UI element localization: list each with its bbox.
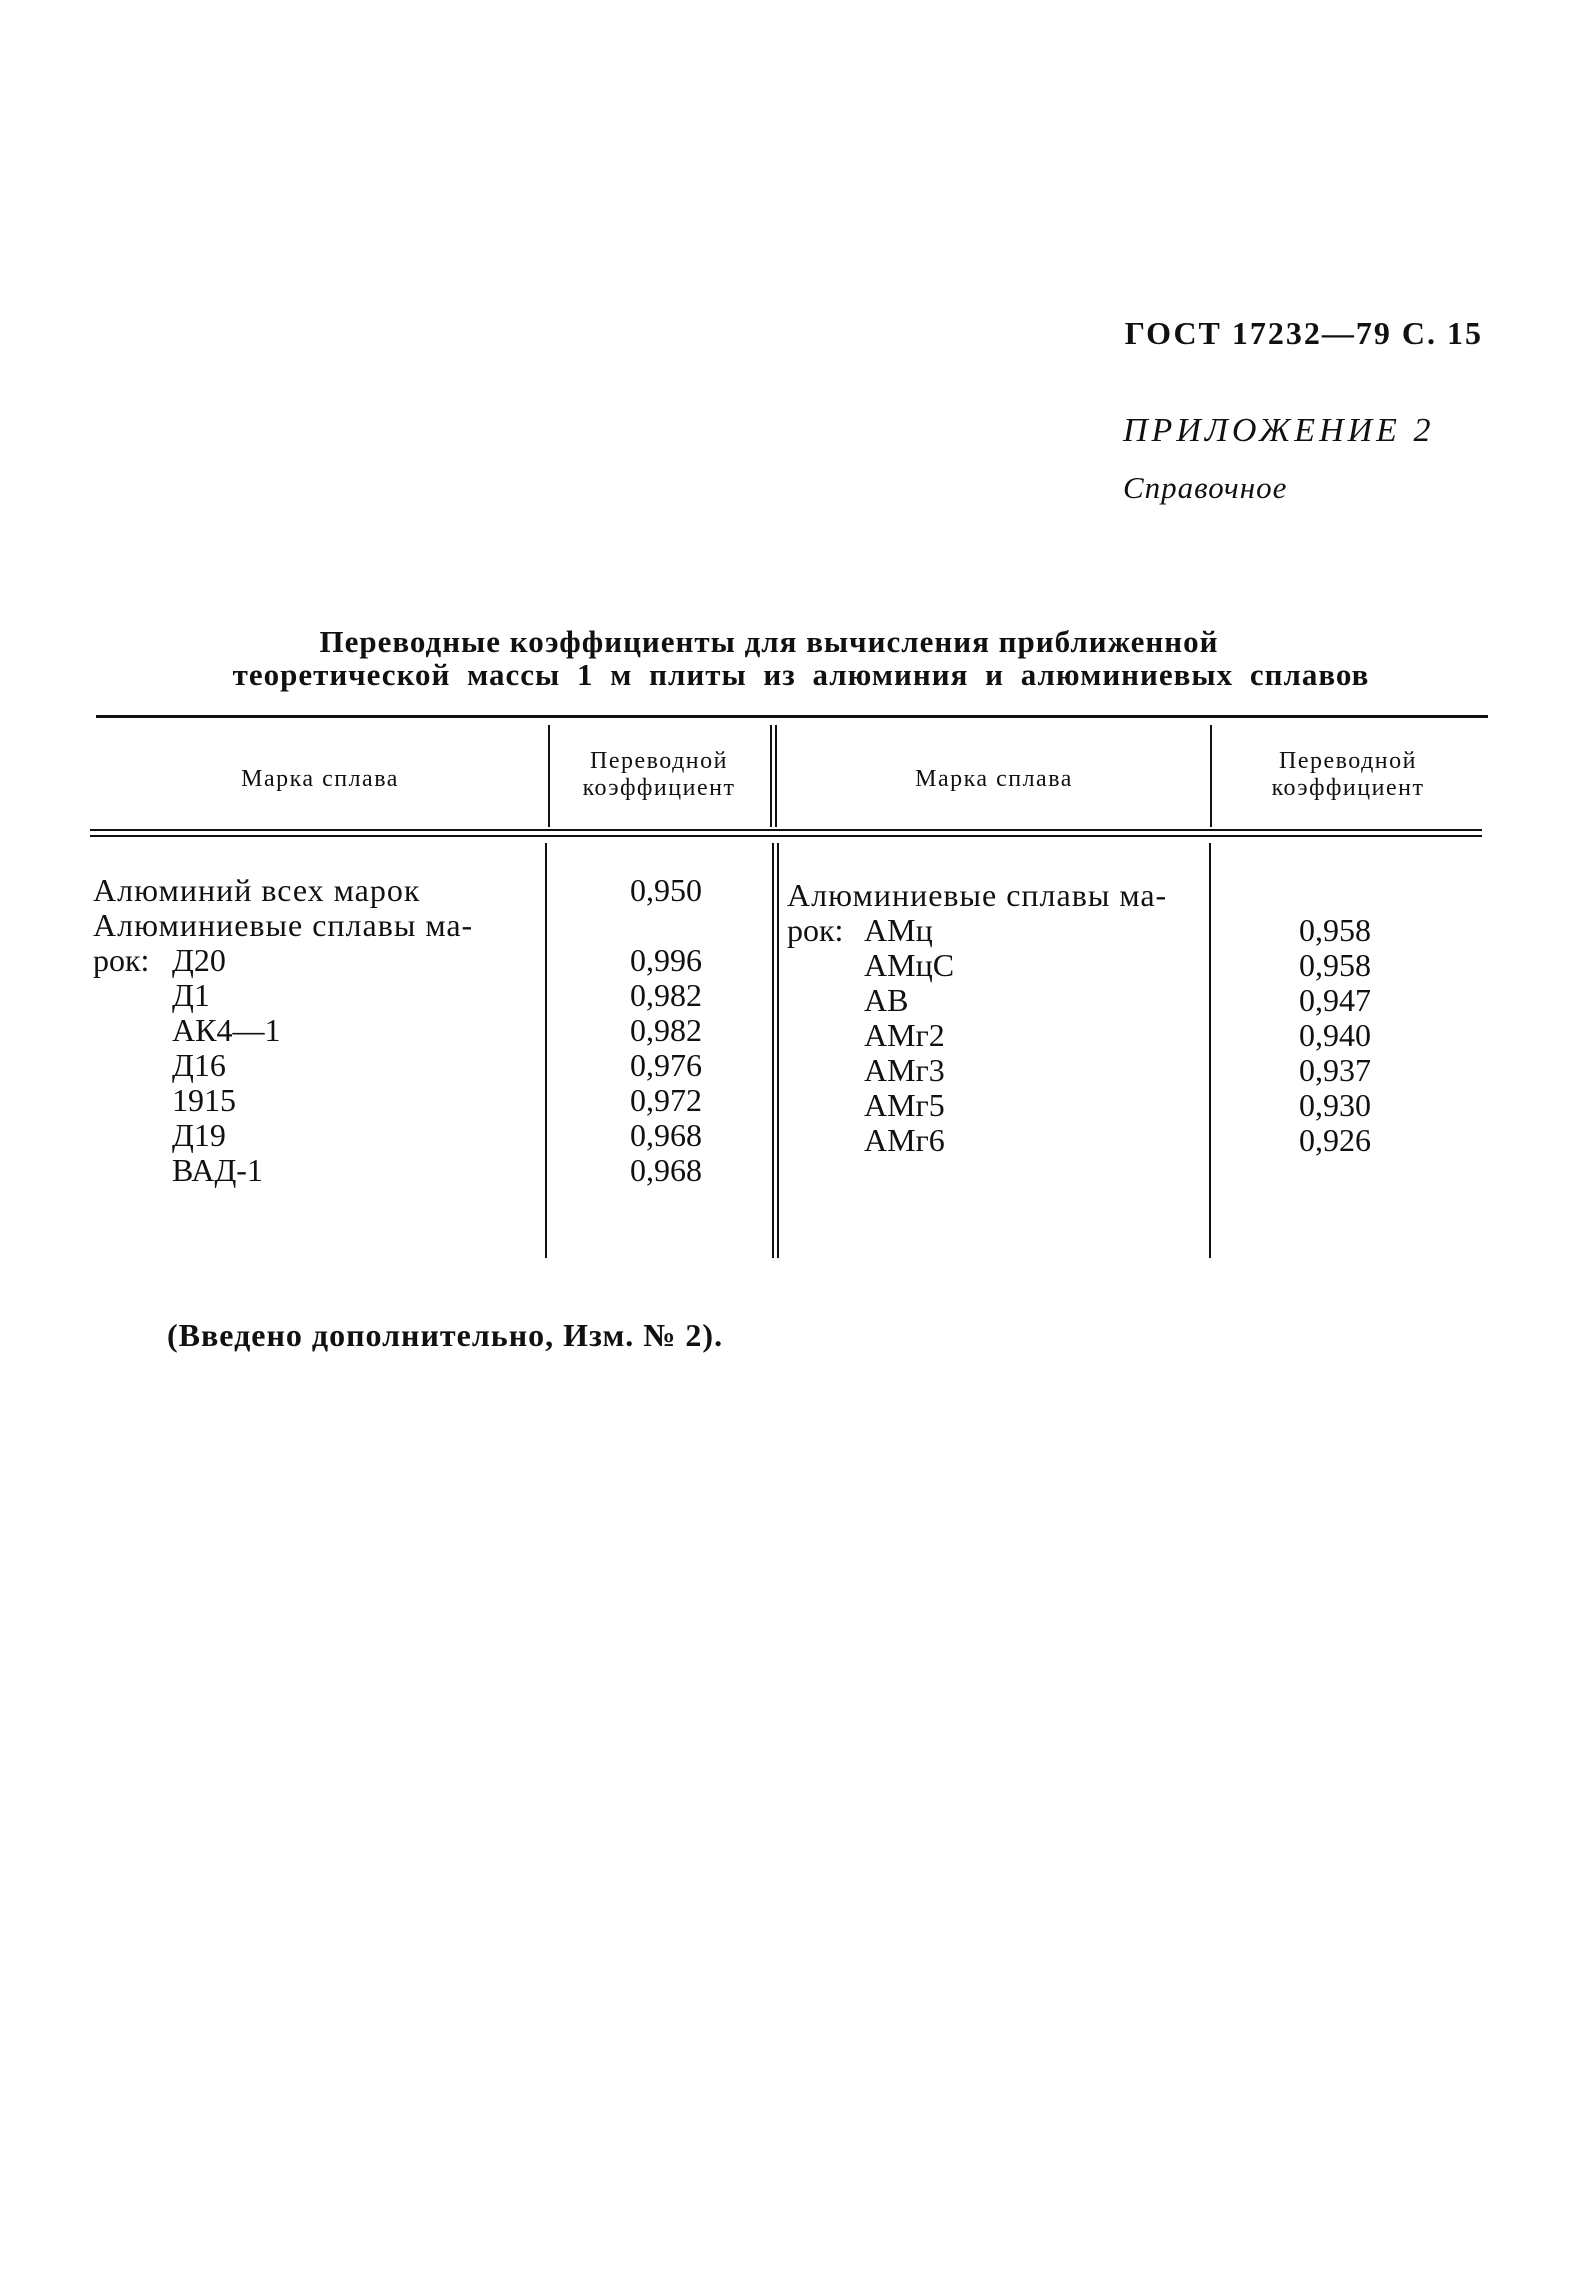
left-value: 0,968 <box>630 1152 702 1188</box>
left-row-aluminium: Алюминий всех марок <box>93 872 421 908</box>
left-grade: Д1 <box>172 977 210 1013</box>
body-divider-1 <box>545 843 547 1258</box>
body-divider-2b <box>777 843 779 1258</box>
right-value: 0,930 <box>1299 1087 1371 1123</box>
left-grade: Д19 <box>172 1117 226 1153</box>
right-value: 0,940 <box>1299 1017 1371 1053</box>
col-header-coef-left: Переводной коэффициент <box>582 748 736 801</box>
table-title-line-1: Переводные коэффициенты для вычисления приближенной <box>319 624 1219 659</box>
header-bottom-rule-2 <box>90 835 1482 837</box>
right-grade: АМг5 <box>864 1087 945 1123</box>
col-header-grade-left: Марка сплава <box>241 766 399 792</box>
header-bottom-rule-1 <box>90 829 1482 831</box>
left-value-aluminium: 0,950 <box>630 872 702 908</box>
left-grade: АК4—1 <box>172 1012 281 1048</box>
left-value: 0,982 <box>630 977 702 1013</box>
right-grade: АВ <box>864 982 909 1018</box>
col-header-coef-right: Переводной коэффициент <box>1271 748 1425 801</box>
left-value: 0,972 <box>630 1082 702 1118</box>
right-group-label-line1: Алюминиевые сплавы ма- <box>787 877 1168 913</box>
right-value: 0,937 <box>1299 1052 1371 1088</box>
right-grade: АМг2 <box>864 1017 945 1053</box>
header-divider-2b <box>775 725 777 827</box>
left-grade: 1915 <box>172 1082 236 1118</box>
left-group-label-line1: Алюминиевые сплавы ма- <box>93 907 474 943</box>
left-grade: ВАД-1 <box>172 1152 263 1188</box>
header-divider-1 <box>548 725 550 827</box>
left-group-label-line2: рок: <box>93 942 150 978</box>
header-divider-2a <box>770 725 772 827</box>
right-group-label-line2: рок: <box>787 912 844 948</box>
right-grade: АМг3 <box>864 1052 945 1088</box>
document-header: ГОСТ 17232—79 С. 15 <box>1124 315 1483 351</box>
left-value: 0,968 <box>630 1117 702 1153</box>
right-grade: АМцС <box>864 947 955 983</box>
right-value: 0,947 <box>1299 982 1371 1018</box>
amendment-note: (Введено дополнительно, Изм. № 2). <box>167 1317 724 1353</box>
left-value: 0,982 <box>630 1012 702 1048</box>
right-value: 0,926 <box>1299 1122 1371 1158</box>
left-grade: Д20 <box>172 942 226 978</box>
right-value: 0,958 <box>1299 947 1371 983</box>
body-divider-2a <box>772 843 774 1258</box>
right-grade: АМг6 <box>864 1122 945 1158</box>
header-divider-3 <box>1210 725 1212 827</box>
left-value: 0,996 <box>630 942 702 978</box>
left-value: 0,976 <box>630 1047 702 1083</box>
table-title-line-2: теоретической массы 1 м плиты из алюминия и алюминиевых сплавов <box>232 657 1370 692</box>
appendix-label: ПРИЛОЖЕНИЕ 2 <box>1123 412 1435 449</box>
table-top-rule <box>96 715 1488 718</box>
right-grade: АМц <box>864 912 933 948</box>
left-grade: Д16 <box>172 1047 226 1083</box>
appendix-type: Справочное <box>1123 470 1288 505</box>
col-header-grade-right: Марка сплава <box>915 766 1073 792</box>
right-value: 0,958 <box>1299 912 1371 948</box>
body-divider-3 <box>1209 843 1211 1258</box>
